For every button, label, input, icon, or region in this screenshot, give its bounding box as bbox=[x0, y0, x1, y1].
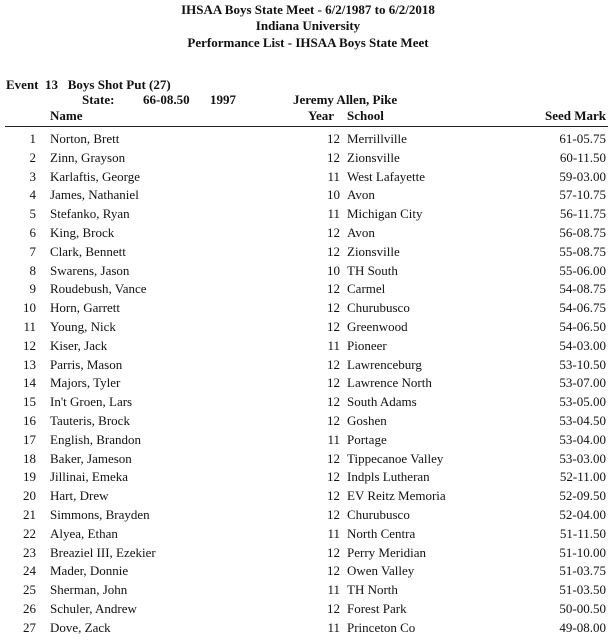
row-school: Churubusco bbox=[347, 506, 410, 522]
row-place: 6 bbox=[29, 224, 36, 240]
row-year: 12 bbox=[327, 488, 340, 504]
venue-title: Indiana University bbox=[255, 18, 361, 33]
row-place: 7 bbox=[29, 243, 36, 259]
row-school: Avon bbox=[347, 224, 375, 240]
row-school: Forest Park bbox=[347, 600, 407, 616]
row-place: 2 bbox=[29, 149, 36, 165]
table-row bbox=[0, 600, 616, 619]
table-row bbox=[0, 299, 616, 318]
row-name: In't Groen, Lars bbox=[50, 394, 133, 410]
row-name: Kiser, Jack bbox=[50, 337, 108, 353]
row-year: 12 bbox=[327, 318, 340, 334]
row-year: 12 bbox=[327, 149, 340, 165]
row-place: 15 bbox=[23, 394, 36, 410]
row-place: 27 bbox=[23, 619, 36, 635]
row-seed-mark: 51-03.75 bbox=[559, 563, 606, 579]
row-place: 21 bbox=[23, 506, 36, 522]
row-year: 12 bbox=[327, 412, 340, 428]
table-row bbox=[0, 168, 616, 187]
row-name: Hart, Drew bbox=[50, 488, 109, 504]
table-row bbox=[0, 280, 616, 299]
table-row bbox=[0, 224, 616, 243]
row-seed-mark: 55-06.00 bbox=[559, 262, 606, 278]
row-year: 12 bbox=[327, 356, 340, 372]
row-year: 11 bbox=[327, 582, 340, 598]
row-seed-mark: 51-03.50 bbox=[559, 582, 606, 598]
row-place: 9 bbox=[29, 281, 36, 297]
table-row bbox=[0, 487, 616, 506]
row-year: 12 bbox=[327, 281, 340, 297]
row-seed-mark: 54-06.50 bbox=[559, 318, 606, 334]
row-name: Dove, Zack bbox=[50, 619, 111, 635]
row-school: Merrillville bbox=[347, 131, 407, 146]
row-school: North Centra bbox=[347, 525, 416, 541]
row-name: Norton, Brett bbox=[50, 131, 120, 146]
table-row bbox=[0, 356, 616, 375]
row-school: Goshen bbox=[347, 412, 387, 428]
row-seed-mark: 52-04.00 bbox=[559, 506, 606, 522]
record-holder: Jeremy Allen, Pike bbox=[293, 92, 398, 107]
row-place: 25 bbox=[23, 582, 36, 598]
table-row bbox=[0, 149, 616, 168]
table-row bbox=[0, 186, 616, 205]
row-name: Young, Nick bbox=[50, 318, 116, 334]
row-name: Baker, Jameson bbox=[50, 450, 132, 466]
row-name: Alyea, Ethan bbox=[50, 525, 118, 541]
table-row bbox=[0, 262, 616, 281]
table-row bbox=[0, 450, 616, 469]
row-year: 12 bbox=[327, 300, 340, 316]
row-place: 13 bbox=[23, 356, 36, 372]
row-school: Pioneer bbox=[347, 337, 387, 353]
row-seed-mark: 54-03.00 bbox=[559, 337, 606, 353]
row-place: 8 bbox=[29, 262, 36, 278]
row-year: 12 bbox=[327, 394, 340, 410]
row-school: Michigan City bbox=[347, 206, 423, 222]
row-name: Jillinai, Emeka bbox=[50, 469, 128, 485]
row-school: Indpls Lutheran bbox=[347, 469, 430, 485]
row-name: Zinn, Grayson bbox=[50, 149, 126, 165]
row-place: 20 bbox=[23, 488, 36, 504]
row-year: 12 bbox=[327, 563, 340, 579]
row-place: 1 bbox=[29, 131, 36, 146]
row-place: 26 bbox=[23, 600, 36, 616]
table-row bbox=[0, 544, 616, 563]
row-school: Greenwood bbox=[347, 318, 408, 334]
column-header-school: School bbox=[347, 108, 384, 123]
row-seed-mark: 50-00.50 bbox=[559, 600, 606, 616]
row-seed-mark: 56-11.75 bbox=[559, 206, 606, 222]
row-place: 12 bbox=[23, 337, 36, 353]
row-seed-mark: 60-11.50 bbox=[559, 149, 606, 165]
row-place: 18 bbox=[23, 450, 36, 466]
row-place: 17 bbox=[23, 431, 36, 447]
row-year: 12 bbox=[327, 131, 340, 146]
row-place: 11 bbox=[23, 318, 36, 334]
row-school: Portage bbox=[347, 431, 387, 447]
row-school: Owen Valley bbox=[347, 563, 415, 579]
row-place: 23 bbox=[23, 544, 36, 560]
row-name: Tauteris, Brock bbox=[50, 412, 130, 428]
row-seed-mark: 52-09.50 bbox=[559, 488, 606, 504]
row-seed-mark: 53-10.50 bbox=[559, 356, 606, 372]
row-school: Avon bbox=[347, 187, 375, 203]
table-row bbox=[0, 468, 616, 487]
row-name: Stefanko, Ryan bbox=[50, 206, 130, 222]
row-year: 12 bbox=[327, 375, 340, 391]
row-seed-mark: 51-11.50 bbox=[559, 525, 606, 541]
table-row bbox=[0, 412, 616, 431]
row-seed-mark: 49-08.00 bbox=[559, 619, 606, 635]
table-row bbox=[0, 337, 616, 356]
row-name: Swarens, Jason bbox=[50, 262, 130, 278]
table-row bbox=[0, 581, 616, 600]
row-name: King, Brock bbox=[50, 224, 115, 240]
row-year: 11 bbox=[327, 431, 340, 447]
row-school: Churubusco bbox=[347, 300, 410, 316]
table-row bbox=[0, 562, 616, 581]
record-label: State: bbox=[82, 92, 115, 107]
row-place: 22 bbox=[23, 525, 36, 541]
row-year: 11 bbox=[327, 619, 340, 635]
row-name: Sherman, John bbox=[50, 582, 128, 598]
row-place: 5 bbox=[29, 206, 36, 222]
column-header-year: Year bbox=[308, 108, 334, 123]
row-name: James, Nathaniel bbox=[50, 187, 139, 203]
row-seed-mark: 52-11.00 bbox=[559, 469, 606, 485]
row-year: 11 bbox=[327, 525, 340, 541]
row-year: 12 bbox=[327, 243, 340, 259]
row-seed-mark: 61-05.75 bbox=[559, 131, 606, 146]
table-row bbox=[0, 243, 616, 262]
table-row bbox=[0, 431, 616, 450]
row-place: 19 bbox=[23, 469, 36, 485]
row-year: 12 bbox=[327, 450, 340, 466]
table-row bbox=[0, 205, 616, 224]
table-row bbox=[0, 393, 616, 412]
row-name: Clark, Bennett bbox=[50, 243, 126, 259]
row-seed-mark: 57-10.75 bbox=[559, 187, 606, 203]
row-year: 11 bbox=[327, 206, 340, 222]
column-header-name: Name bbox=[50, 108, 83, 123]
row-name: Simmons, Brayden bbox=[50, 506, 150, 522]
row-school: Carmel bbox=[347, 281, 386, 297]
row-school: Lawrenceburg bbox=[347, 356, 422, 372]
table-row bbox=[0, 506, 616, 525]
row-name: Roudebush, Vance bbox=[50, 281, 147, 297]
table-row bbox=[0, 525, 616, 544]
row-place: 16 bbox=[23, 412, 36, 428]
row-school: EV Reitz Memoria bbox=[347, 488, 446, 504]
row-school: Perry Meridian bbox=[347, 544, 427, 560]
row-name: Majors, Tyler bbox=[50, 375, 121, 391]
row-name: Parris, Mason bbox=[50, 356, 123, 372]
performance-list bbox=[0, 130, 616, 638]
row-school: Princeton Co bbox=[347, 619, 416, 635]
row-seed-mark: 59-03.00 bbox=[559, 168, 606, 184]
row-seed-mark: 54-08.75 bbox=[559, 281, 606, 297]
row-year: 11 bbox=[327, 168, 340, 184]
row-name: Horn, Garrett bbox=[50, 300, 121, 316]
row-year: 12 bbox=[327, 600, 340, 616]
row-year: 12 bbox=[327, 224, 340, 240]
meet-title: IHSAA Boys State Meet - 6/2/1987 to 6/2/2018 bbox=[181, 2, 435, 17]
row-year: 12 bbox=[327, 506, 340, 522]
row-place: 24 bbox=[23, 563, 36, 579]
record-year: 1997 bbox=[210, 92, 236, 107]
row-school: TH South bbox=[347, 262, 398, 278]
row-seed-mark: 51-10.00 bbox=[559, 544, 606, 560]
row-school: Tippecanoe Valley bbox=[347, 450, 444, 466]
row-school: Zionsville bbox=[347, 149, 400, 165]
row-year: 11 bbox=[327, 337, 340, 353]
row-school: Lawrence North bbox=[347, 375, 432, 391]
header-rule bbox=[5, 126, 608, 127]
row-seed-mark: 53-04.50 bbox=[559, 412, 606, 428]
row-name: Karlaftis, George bbox=[50, 168, 141, 184]
table-row bbox=[0, 130, 616, 149]
row-seed-mark: 55-08.75 bbox=[559, 243, 606, 259]
row-name: English, Brandon bbox=[50, 431, 141, 447]
row-year: 12 bbox=[327, 469, 340, 485]
row-seed-mark: 53-03.00 bbox=[559, 450, 606, 466]
record-mark: 66-08.50 bbox=[143, 92, 190, 107]
table-row bbox=[0, 619, 616, 638]
row-year: 10 bbox=[327, 187, 340, 203]
row-school: Zionsville bbox=[347, 243, 400, 259]
row-school: TH North bbox=[347, 582, 398, 598]
row-seed-mark: 54-06.75 bbox=[559, 300, 606, 316]
row-name: Mader, Donnie bbox=[50, 563, 129, 579]
row-seed-mark: 56-08.75 bbox=[559, 224, 606, 240]
report-title: Performance List - IHSAA Boys State Meet bbox=[187, 35, 429, 50]
row-place: 3 bbox=[29, 168, 36, 184]
event-title: Event 13 Boys Shot Put (27) bbox=[6, 77, 171, 92]
row-school: West Lafayette bbox=[347, 168, 425, 184]
column-header-seed-mark: Seed Mark bbox=[544, 108, 606, 123]
row-year: 10 bbox=[327, 262, 340, 278]
table-row bbox=[0, 318, 616, 337]
row-school: South Adams bbox=[347, 394, 417, 410]
table-row bbox=[0, 374, 616, 393]
row-seed-mark: 53-05.00 bbox=[559, 394, 606, 410]
row-year: 12 bbox=[327, 544, 340, 560]
row-place: 10 bbox=[23, 300, 36, 316]
row-seed-mark: 53-07.00 bbox=[559, 375, 606, 391]
row-place: 4 bbox=[29, 187, 36, 203]
row-name: Breaziel III, Ezekier bbox=[50, 544, 156, 560]
row-name: Schuler, Andrew bbox=[50, 600, 137, 616]
row-place: 14 bbox=[23, 375, 36, 391]
row-seed-mark: 53-04.00 bbox=[559, 431, 606, 447]
